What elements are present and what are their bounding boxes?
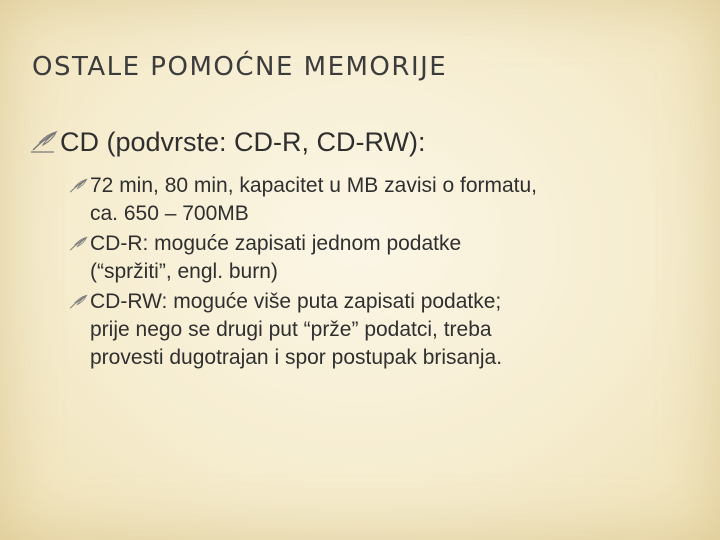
- quill-pen-icon: [68, 178, 88, 195]
- sub-bullet-line: 72 min, 80 min, kapacitet u MB zavisi o formatu,: [90, 174, 538, 197]
- sub-bullet-line: CD-R: moguće zapisati jednom podatke: [90, 232, 462, 255]
- quill-pen-icon: [68, 294, 88, 311]
- bullet-cd: [30, 124, 700, 160]
- sub-bullet-cd-rw: [68, 288, 700, 372]
- slide-content: [30, 124, 700, 374]
- sub-bullet-capacity: [68, 172, 700, 228]
- slide-title: OSTALE POMOĆNE MEMORIJE: [32, 52, 448, 82]
- sub-bullet-line: (“spržiti”, engl. burn): [90, 260, 278, 283]
- sub-bullet-line: prije nego se drugi put “prže” podatci, treba: [90, 318, 492, 341]
- sub-bullet-line: ca. 650 – 700MB: [90, 202, 249, 225]
- quill-pen-icon: [68, 236, 88, 253]
- sub-bullet-cd-r: [68, 230, 700, 286]
- bullet-cd-text: CD (podvrste: CD-R, CD-RW):: [60, 127, 426, 157]
- sub-bullet-line: provesti dugotrajan i spor postupak brisanja.: [90, 346, 503, 369]
- sub-bullet-line: CD-RW: moguće više puta zapisati podatke;: [90, 290, 502, 313]
- quill-pen-icon: [30, 130, 58, 154]
